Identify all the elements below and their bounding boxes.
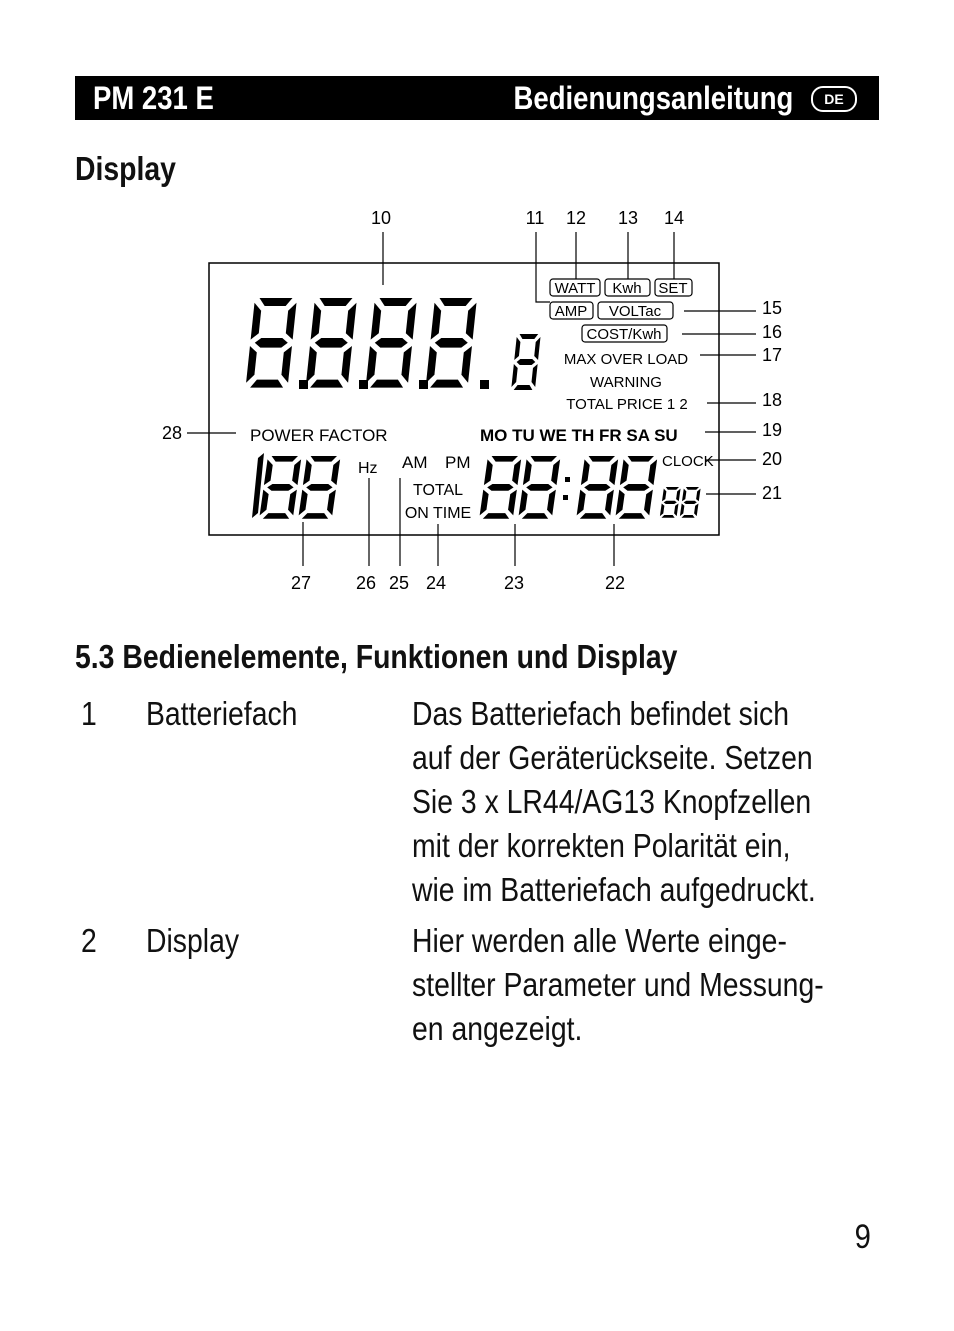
callout-23: 23: [503, 573, 525, 593]
callout-14: 14: [663, 208, 685, 228]
cost-kwh-label: COST/Kwh: [586, 326, 662, 343]
total-label: TOTAL: [412, 482, 464, 499]
total-price-label: TOTAL PRICE 1 2: [566, 396, 688, 413]
callout-24: 24: [425, 573, 447, 593]
weekdays-label: MO TU WE TH FR SA SU: [480, 426, 678, 445]
amp-label: AMP: [554, 303, 588, 320]
power-factor-label: POWER FACTOR: [250, 426, 388, 445]
on-time-label: ON TIME: [404, 505, 472, 522]
callout-19: 19: [762, 420, 783, 440]
callout-11: 11: [525, 208, 545, 228]
power-factor-digits: [252, 453, 341, 519]
callout-17: 17: [762, 345, 783, 365]
callout-21: 21: [762, 483, 783, 503]
am-label: AM: [402, 453, 428, 472]
callout-15: 15: [762, 298, 783, 318]
page-number: 9: [854, 1218, 871, 1256]
callout-20: 20: [762, 449, 783, 469]
item-description-line: mit der korrekten Polarität ein,: [412, 827, 791, 864]
callout-22: 22: [604, 573, 626, 593]
item-description-line: stellter Parameter und Messung-: [412, 966, 824, 1003]
clock-label: CLOCK: [662, 453, 714, 470]
hz-label: Hz: [358, 460, 378, 477]
voltac-label: VOLTac: [608, 303, 662, 320]
pm-label: PM: [445, 453, 471, 472]
item-description-line: auf der Geräterückseite. Setzen: [412, 739, 813, 776]
set-label: SET: [658, 280, 688, 297]
item-label: Display: [146, 922, 240, 959]
display-heading: Display: [75, 150, 176, 187]
controls-heading: 5.3 Bedienelemente, Funktionen und Display: [75, 638, 678, 675]
callout-25: 25: [388, 573, 410, 593]
manual-title: Bedienungsanleitung: [513, 80, 793, 116]
item-number: 1: [81, 695, 97, 732]
language-badge: DE: [811, 86, 857, 112]
main-digits: [246, 298, 541, 390]
item-description-line: Sie 3 x LR44/AG13 Knopfzellen: [412, 783, 812, 820]
callout-26: 26: [355, 573, 377, 593]
model-name: PM 231 E: [93, 80, 214, 116]
callout-27: 27: [290, 573, 312, 593]
callout-12: 12: [565, 208, 587, 228]
watt-label: WATT: [554, 280, 596, 297]
callout-16: 16: [762, 322, 783, 342]
item-label: Batteriefach: [146, 695, 298, 732]
max-over-load-label: MAX OVER LOAD: [563, 351, 689, 368]
item-description-line: Das Batteriefach befindet sich: [412, 695, 790, 732]
callout-10: 10: [370, 208, 392, 228]
callout-18: 18: [762, 390, 783, 410]
item-number: 2: [81, 922, 97, 959]
callout-13: 13: [617, 208, 639, 228]
callout-28: 28: [162, 423, 183, 443]
item-description-line: Hier werden alle Werte einge-: [412, 922, 787, 959]
lcd-diagram: [0, 0, 954, 620]
item-description-line: en angezeigt.: [412, 1010, 583, 1047]
warning-label: WARNING: [590, 374, 662, 391]
item-description-line: wie im Batteriefach aufgedruckt.: [412, 871, 816, 908]
kwh-label: Kwh: [612, 280, 642, 297]
